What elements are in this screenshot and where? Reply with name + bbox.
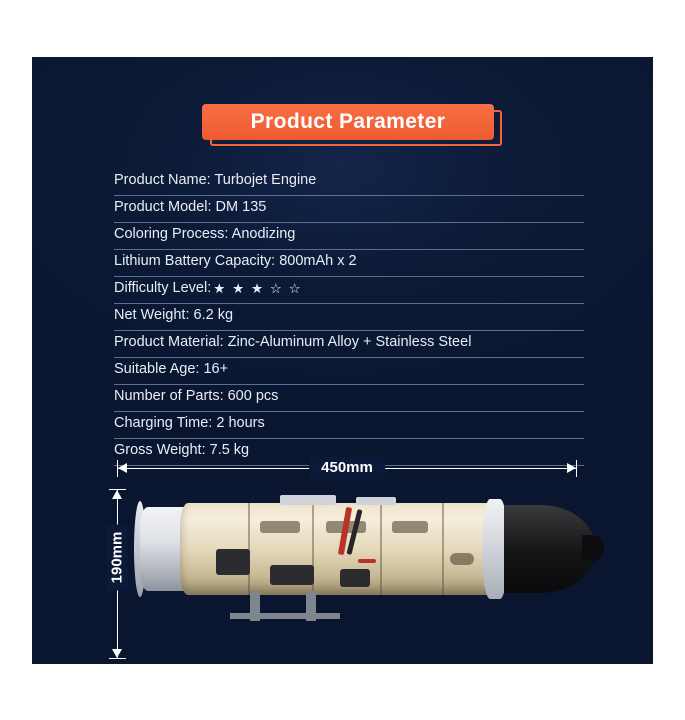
spec-text: Net Weight: 6.2 kg: [114, 307, 234, 324]
engine-seam: [442, 503, 444, 595]
spec-row: [114, 304, 584, 331]
arrow-right-icon: [567, 463, 576, 473]
spec-row: [114, 169, 584, 196]
spec-text: Charging Time: 2 hours: [114, 415, 265, 432]
engine-panel-window: [392, 521, 428, 533]
spec-text: Gross Weight: 7.5 kg: [114, 442, 250, 459]
engine-wire-red: [358, 559, 376, 563]
spec-text: Product Name: Turbojet Engine: [114, 172, 317, 189]
engine-panel-window: [450, 553, 474, 565]
spec-row-difficulty: [114, 277, 584, 304]
arrow-left-icon: [118, 463, 127, 473]
engine-top-accessory: [280, 495, 336, 505]
arrow-up-icon: [112, 490, 122, 499]
dimension-width: [117, 457, 577, 479]
product-image-turbojet-engine: [130, 487, 600, 617]
spec-text: Lithium Battery Capacity: 800mAh x 2: [114, 253, 357, 270]
dimension-width-label: 450mm: [309, 457, 385, 479]
spec-row: [114, 358, 584, 385]
title-banner-fill: [202, 104, 494, 140]
spec-row: [114, 385, 584, 412]
spec-text: Product Model: DM 135: [114, 199, 267, 216]
engine-accessory-block: [270, 565, 314, 585]
engine-stand-base: [230, 613, 340, 619]
spec-text: Suitable Age: 16+: [114, 361, 229, 378]
spec-text: Product Material: Zinc-Aluminum Alloy + Stainless Steel: [114, 334, 472, 351]
arrow-down-icon: [112, 649, 122, 658]
engine-top-accessory: [356, 497, 396, 505]
spec-text: Number of Parts: 600 pcs: [114, 388, 279, 405]
spec-row: [114, 412, 584, 439]
dimension-height-label: 190mm: [107, 525, 128, 591]
spec-row: [114, 196, 584, 223]
spec-panel: [32, 57, 653, 664]
spec-row: [114, 223, 584, 250]
page-title: Product Parameter: [250, 110, 446, 133]
title-banner: [202, 104, 502, 144]
engine-panel-window: [260, 521, 300, 533]
difficulty-stars: ★ ★ ★ ☆ ☆: [213, 280, 303, 296]
spec-row: [114, 250, 584, 277]
engine-nozzle-tip: [582, 535, 604, 561]
engine-accessory-block: [216, 549, 250, 575]
spec-text: Difficulty Level:: [114, 280, 212, 297]
engine-seam: [380, 503, 382, 595]
spec-list: [114, 169, 584, 466]
spec-row: [114, 331, 584, 358]
engine-accessory-block: [340, 569, 370, 587]
dimension-height: [106, 489, 128, 659]
spec-text: Coloring Process: Anodizing: [114, 226, 296, 243]
